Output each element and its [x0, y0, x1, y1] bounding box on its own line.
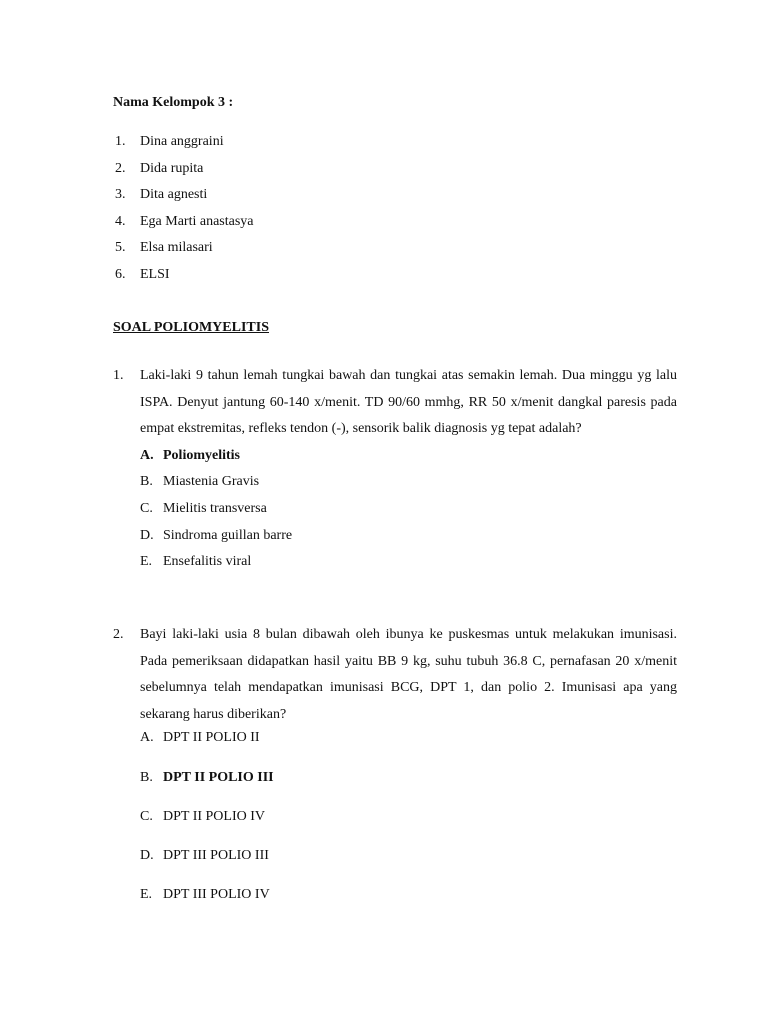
member-list — [115, 132, 254, 292]
option-text: Miastenia Gravis — [163, 474, 260, 490]
option-text: Mielitis transversa — [163, 500, 267, 516]
answer-option-d — [140, 523, 677, 550]
member-number: 4. — [115, 213, 126, 229]
answer-options — [140, 728, 677, 924]
member-number: 6. — [115, 266, 126, 282]
option-letter: D. — [140, 847, 154, 863]
answer-option-e — [140, 885, 677, 924]
question-number: 2. — [113, 627, 124, 642]
member-number: 5. — [115, 240, 126, 256]
option-text: Poliomyelitis — [163, 447, 240, 463]
answer-option-d — [140, 846, 677, 885]
answer-option-a — [140, 443, 677, 470]
member-name: Ega Marti anastasya — [140, 213, 254, 229]
option-letter: B. — [140, 474, 153, 490]
answer-option-c — [140, 807, 677, 846]
member-name: Dina anggraini — [140, 134, 224, 149]
option-letter: A. — [140, 447, 154, 463]
option-text: DPT III POLIO IV — [163, 887, 270, 903]
answer-option-c — [140, 496, 677, 523]
member-number: 2. — [115, 160, 126, 176]
answer-option-a — [140, 728, 677, 767]
option-letter: B. — [140, 769, 153, 785]
member-name: ELSI — [140, 266, 170, 282]
question-1 — [113, 363, 677, 576]
option-letter: A. — [140, 730, 154, 746]
list-item — [115, 238, 254, 265]
option-text: Sindroma guillan barre — [163, 527, 293, 543]
option-text: DPT II POLIO IV — [163, 808, 266, 824]
option-letter: C. — [140, 808, 153, 824]
member-name: Dida rupita — [140, 160, 204, 176]
option-text: DPT II POLIO III — [163, 769, 274, 785]
list-item — [115, 159, 254, 186]
list-item — [115, 132, 254, 159]
list-item — [115, 185, 254, 212]
answer-option-e — [140, 549, 677, 576]
question-2 — [113, 622, 677, 924]
option-letter: C. — [140, 500, 153, 516]
list-item — [115, 265, 254, 292]
list-item — [115, 212, 254, 239]
question-text: Bayi laki-laki usia 8 bulan dibawah oleh ibunya ke puskesmas untuk melakukan imunisasi. Pada pemeriksaan didapatkan hasil yaitu BB 9 kg, suhu tubuh 36.8 C, pernafasan 20 x/menit sebelumnya telah mendapatkan imunisasi BCG, DPT 1, dan polio 2. Imunisasi apa yang sekarang harus diberikan? — [140, 627, 677, 722]
answer-option-b — [140, 469, 677, 496]
member-name: Dita agnesti — [140, 187, 208, 203]
option-letter: E. — [140, 554, 153, 570]
option-letter: D. — [140, 527, 154, 543]
group-heading: Nama Kelompok 3 : — [113, 95, 234, 110]
question-number: 1. — [113, 368, 124, 383]
member-number: 1. — [115, 134, 126, 149]
option-letter: E. — [140, 887, 153, 903]
member-number: 3. — [115, 187, 126, 203]
option-text: DPT III POLIO III — [163, 847, 269, 863]
question-text: Laki-laki 9 tahun lemah tungkai bawah dan tungkai atas semakin lemah. Dua minggu yg lalu ISPA. Denyut jantung 60-140 x/menit. TD 90/60 mmhg, RR 50 x/menit dangkal paresis pada empat ekstremitas, refleks tendon (-), sensorik balik diagnosis yg tepat adalah? — [140, 368, 677, 437]
section-title: SOAL POLIOMYELITIS — [113, 320, 269, 335]
option-text: Ensefalitis viral — [163, 554, 252, 570]
member-name: Elsa milasari — [140, 240, 213, 256]
answer-option-b — [140, 768, 677, 807]
answer-options — [140, 443, 677, 576]
option-text: DPT II POLIO II — [163, 730, 260, 746]
